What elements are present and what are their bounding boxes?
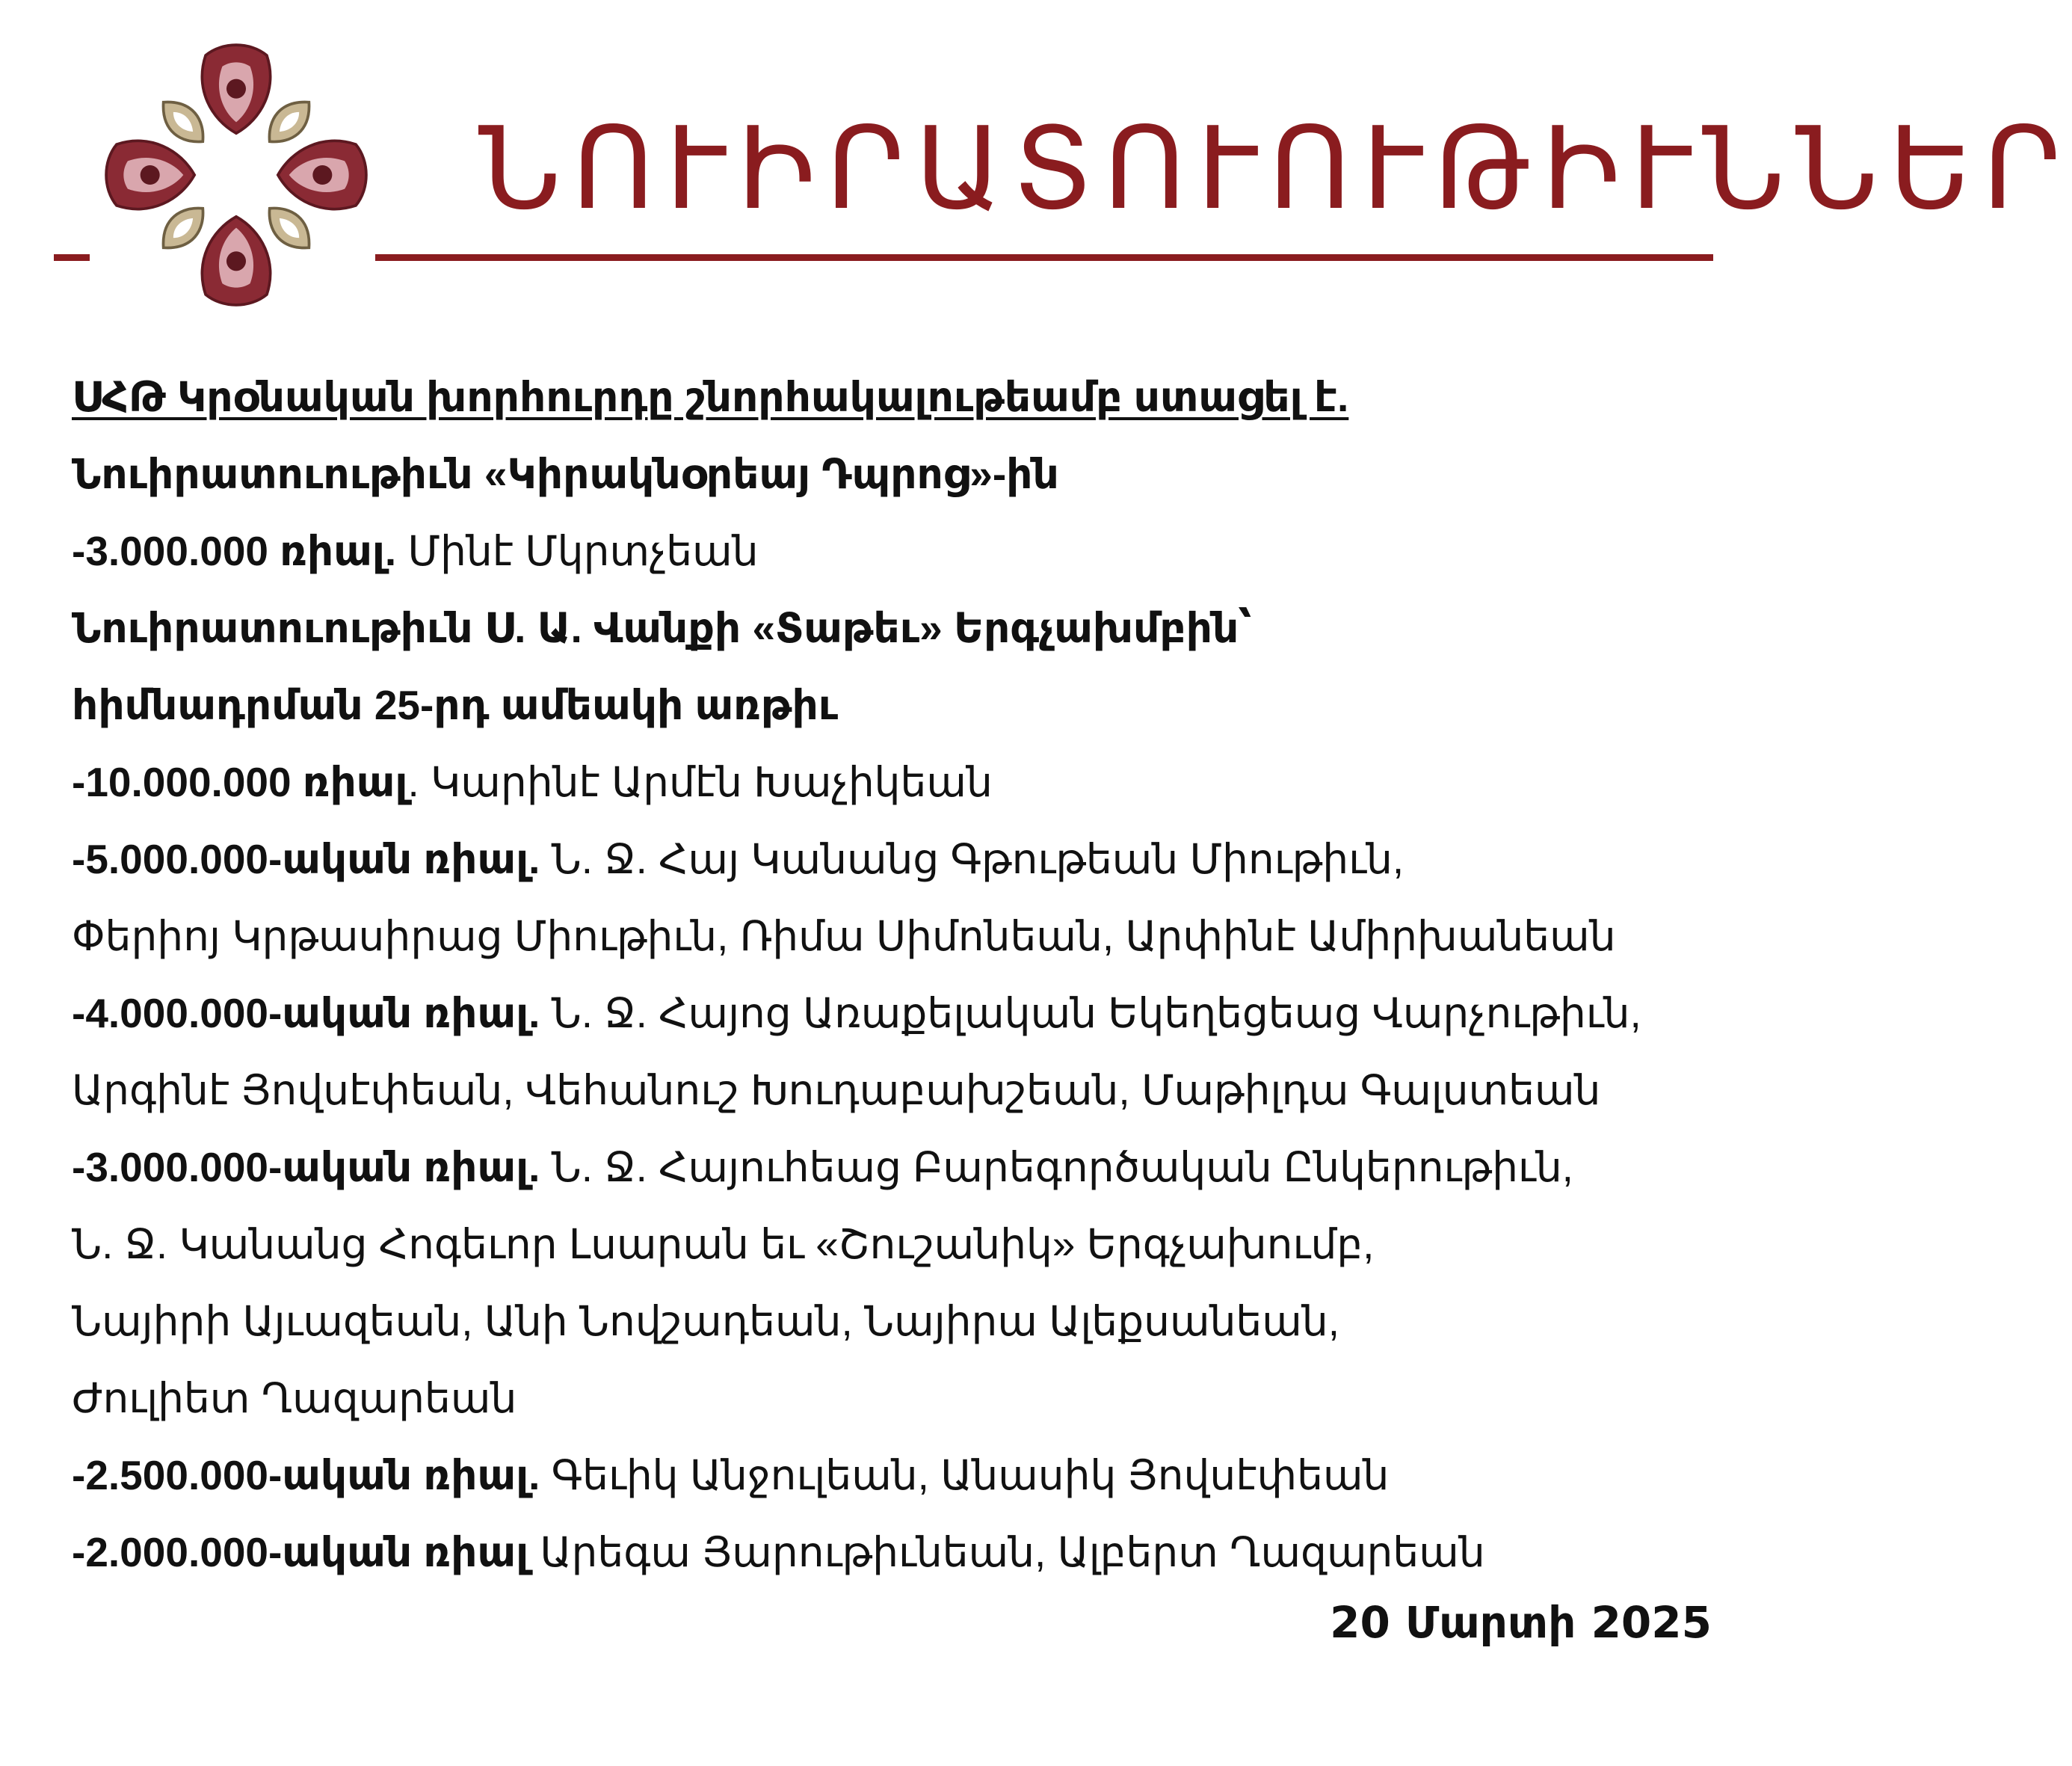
list-line — [72, 1360, 1716, 1437]
list-line — [72, 359, 1716, 436]
list-line — [72, 590, 1716, 667]
list-line — [72, 744, 1716, 821]
list-line — [72, 1206, 1716, 1283]
list-line — [72, 975, 1716, 1052]
donor-names: Ժուլիետ Ղազարեան — [72, 1375, 517, 1421]
list-line — [72, 1129, 1716, 1206]
list-line — [72, 1514, 1716, 1591]
amount-label: -3.000.000 ռիալ. — [72, 528, 397, 574]
donor-names: Գեւիկ Անջուլեան, Անասիկ Յովսէփեան — [540, 1452, 1390, 1498]
donor-names: Մինէ Մկրտչեան — [396, 528, 759, 574]
list-line — [72, 1052, 1716, 1129]
list-line — [72, 436, 1716, 513]
list-line — [72, 1437, 1716, 1514]
header-rule-left — [54, 254, 90, 261]
donor-names: Ն. Ջ. Կանանց Հոգեւոր Լսարան եւ «Շուշանիկ» Երգչախումբ, — [72, 1221, 1375, 1267]
section-title: Նուիրատուութիւն «Կիրակնօրեայ Դպրոց»-ին — [72, 451, 1059, 497]
amount-label: -4.000.000-ական ռիալ. — [72, 990, 540, 1036]
list-line — [72, 1283, 1716, 1360]
header-rule-right — [375, 254, 1713, 261]
amount-label: -2.000.000-ական ռիալ — [72, 1529, 529, 1575]
donation-list — [72, 359, 1716, 1591]
list-line — [72, 821, 1716, 898]
donor-names: Արեգա Յարութիւնեան, Ալբերտ Ղազարեան — [528, 1529, 1485, 1575]
section-subtitle: հիմնադրման 25-րդ ամեակի առթիւ — [72, 682, 839, 728]
donor-names: . Կարինէ Արմէն Խաչիկեան — [407, 759, 993, 805]
donor-names: Նայիրի Այւազեան, Անի Նովշադեան, Նայիրա Ալեքսանեան, — [72, 1298, 1340, 1344]
amount-label: -5.000.000-ական ռիալ. — [72, 836, 540, 882]
armenian-ornament-rosette-icon — [97, 36, 375, 314]
donor-names: Փերիոյ Կրթասիրաց Միութիւն, Ռիմա Սիմոնեան, Արփինէ Ամիրխանեան — [72, 913, 1616, 959]
donor-names: Ն. Ջ. Հայոց Առաքելական Եկեղեցեաց Վարչութիւն, — [540, 990, 1641, 1036]
section-title: Նուիրատուութիւն Ս. Ա. Վանքի «Տաթեւ» Երգչախմբին՝ — [72, 605, 1252, 651]
masthead-title: ՆՈՒԻՐԱՏՈՒՈՒԹԻՒՆՆԵՐ — [478, 102, 2072, 235]
amount-label: -3.000.000-ական ռիալ. — [72, 1144, 540, 1190]
amount-label: -2.500.000-ական ռիալ. — [72, 1452, 540, 1498]
publication-date: 20 Մարտի 2025 — [1330, 1597, 1712, 1648]
donor-names: Ն. Ջ. Հայ Կանանց Գթութեան Միութիւն, — [540, 836, 1405, 882]
donor-names: Ն. Ջ. Հայուհեաց Բարեգործական Ընկերութիւն, — [540, 1144, 1573, 1190]
list-line — [72, 513, 1716, 590]
council-heading: ՍՀԹ Կրօնական խորհուրդը շնորհակալութեամբ ստացել է. — [72, 374, 1349, 420]
donor-names: Արգինէ Յովսէփեան, Վեհանուշ Խուդաբախշեան, Մաթիլդա Գալստեան — [72, 1067, 1601, 1113]
amount-label: -10.000.000 ռիալ — [72, 759, 408, 805]
list-line — [72, 667, 1716, 744]
list-line — [72, 898, 1716, 975]
page-header — [0, 0, 2072, 329]
